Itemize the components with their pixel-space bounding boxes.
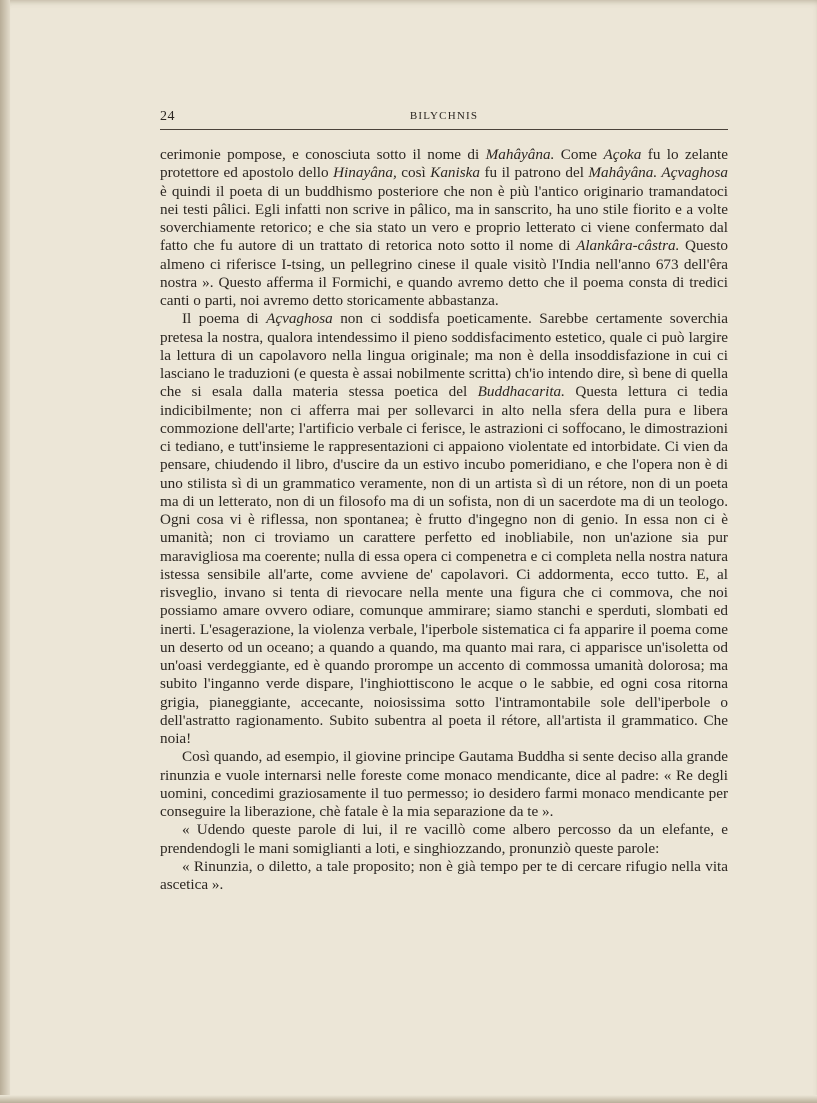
- paragraph: [160, 858, 728, 895]
- text-run: Questa lettura ci tedia indicibilmente; non ci afferra mai per sollevarci in alto nella sfera della pura e libera commozione dell'arte; l'artificio verbale ci ferisce, le astrazioni ci soffocano, le dimostrazioni ci tediano, e tutt'insieme le rappresentazioni ci appaiono violentate ed intorbidate. Ci vien da pensare, chiudendo il libro, d'uscire da un estivo incubo pomeridiano, e che l'opera non è di uno stilista sì di un grammatico veramente, non di un artista sì di un rétore, non di un poeta ma di un letterato, non di un filosofo ma di un sofista, non di un sacerdote ma di un teologo. Ogni cosa vi è riflessa, non spontanea; è frutto d'ingegno non di genio. In essa non ci è umanità; non ci troviamo un carattere perfetto ed inobliabile, non un'azione sia pur maravigliosa ma coerente; nulla di essa opera ci compenetra e ci completa nella nostra natura istessa sensibile all'arte, come avviene de' capolavori. Ci addormenta, ecco tutto. E, al risveglio, invano si tenta di rievocare nella mente una figura che ci commova, che noi possiamo amare ovvero odiare, comunque ammirare; siamo stanchi e sperduti, slombati ed inerti. L'esagerazione, la violenza verbale, l'iperbole sistematica ci fa apparire il poema come un deserto od un oceano; a quando a quando, ma quanto mai rara, ci apparisce un'isoletta od un'oasi verdeggiante, ed è quando prorompe un accento di commossa umanità dolorosa; ma subito l'inganno verde dispare, l'inghiottiscono le acque o le sabbie, ed ogni cosa ritorna grigia, pianeggiante, accecante, noiosissima sotto l'intramontabile sole dell'iperbole o dell'astratto ragionamento. Subito subentra al poeta il rétore, all'artista il grammatico. Che noia!: [160, 383, 728, 747]
- page-number: 24: [160, 109, 175, 124]
- italic-term: Mahâyâna.: [485, 146, 555, 163]
- text-run: « Udendo queste parole di lui, il re vacillò come albero percosso da un elefante, e prendendogli le mani somiglianti a loti, e singhiozzando, pronunziò queste parole:: [160, 821, 728, 857]
- text-run: non ci soddisfa poeticamente. Sarebbe certamente soverchia pretesa la nostra, qualora intendessimo il pieno soddisfacimento estetico, quale ci può largire la lettura di un capolavoro nella lingua originale; ma non è della insoddisfazione in cui ci lasciano le traduzioni (e questa è assai nobilmente scritta) ch'io intendo dire, sì bene di quella che si esala dalla materia stessa poetica del: [160, 310, 728, 401]
- text-run: Come: [554, 146, 604, 163]
- text-run: cerimonie pompose, e conosciuta sotto il nome di: [160, 146, 486, 163]
- italic-term: Mahâyâna. Açvaghosa: [588, 164, 728, 182]
- paragraph: [160, 310, 728, 748]
- text-run: è quindi il poeta di un buddhismo posteriore che non è più l'antico originario tramandatoci nei testi pâlici. Egli infatti non scrive in pâlico, ma in sanscrito, ha uno stile fiorito e a volte soverchiamente retorico; e che sia stato un vero e proprio letterato ci viene confermato dal fatto che fu autore di un trattato di retorica noto sotto il nome di: [160, 182, 728, 255]
- text-run: fu lo zelante protettore ed apostolo dello: [160, 146, 728, 182]
- italic-term: Açoka: [603, 146, 642, 163]
- italic-term: Buddhacarita.: [477, 383, 565, 401]
- text-run: Il poema di: [182, 310, 267, 328]
- page-bottom-edge: [0, 1095, 817, 1103]
- paragraph: [160, 146, 728, 310]
- text-run: Questo almeno ci riferisce I-tsing, un pellegrino cinese il quale visitò l'India nell'anno 673 dell'êra nostra ». Questo afferma il Formichi, e quando avremo detto che il poema consta di tredici canti o parti, noi avremo detto storicamente abbastanza.: [160, 237, 729, 309]
- text-run: così: [396, 164, 431, 182]
- italic-term: Hinayâna,: [333, 164, 397, 182]
- italic-term: Açvaghosa: [266, 310, 333, 328]
- text-run: Così quando, ad esempio, il giovine principe Gautama Buddha si sente deciso alla grande rinunzia e vuole internarsi nelle foreste come monaco mendicante, dice al padre: « Re degli uomini, concedimi graziosamente il tuo permesso; io desidero farmi monaco mendicante per conseguire la liberazione, chè fatale è la mia separazione da te ».: [160, 748, 728, 820]
- body-text: [160, 146, 728, 894]
- italic-term: Kaniska: [430, 164, 480, 182]
- text-run: fu il patrono del: [480, 164, 589, 182]
- text-run: « Rinunzia, o diletto, a tale proposito; non è già tempo per te di cercare rifugio nella vita ascetica ».: [160, 857, 728, 893]
- page-header: [160, 109, 728, 129]
- paragraph: [160, 748, 728, 821]
- paragraph: [160, 821, 728, 858]
- header-rule: [160, 129, 728, 130]
- italic-term: Alankâra-câstra.: [576, 237, 680, 255]
- page-edge-shadow: [0, 0, 10, 1103]
- running-title: BILYCHNIS: [409, 110, 479, 122]
